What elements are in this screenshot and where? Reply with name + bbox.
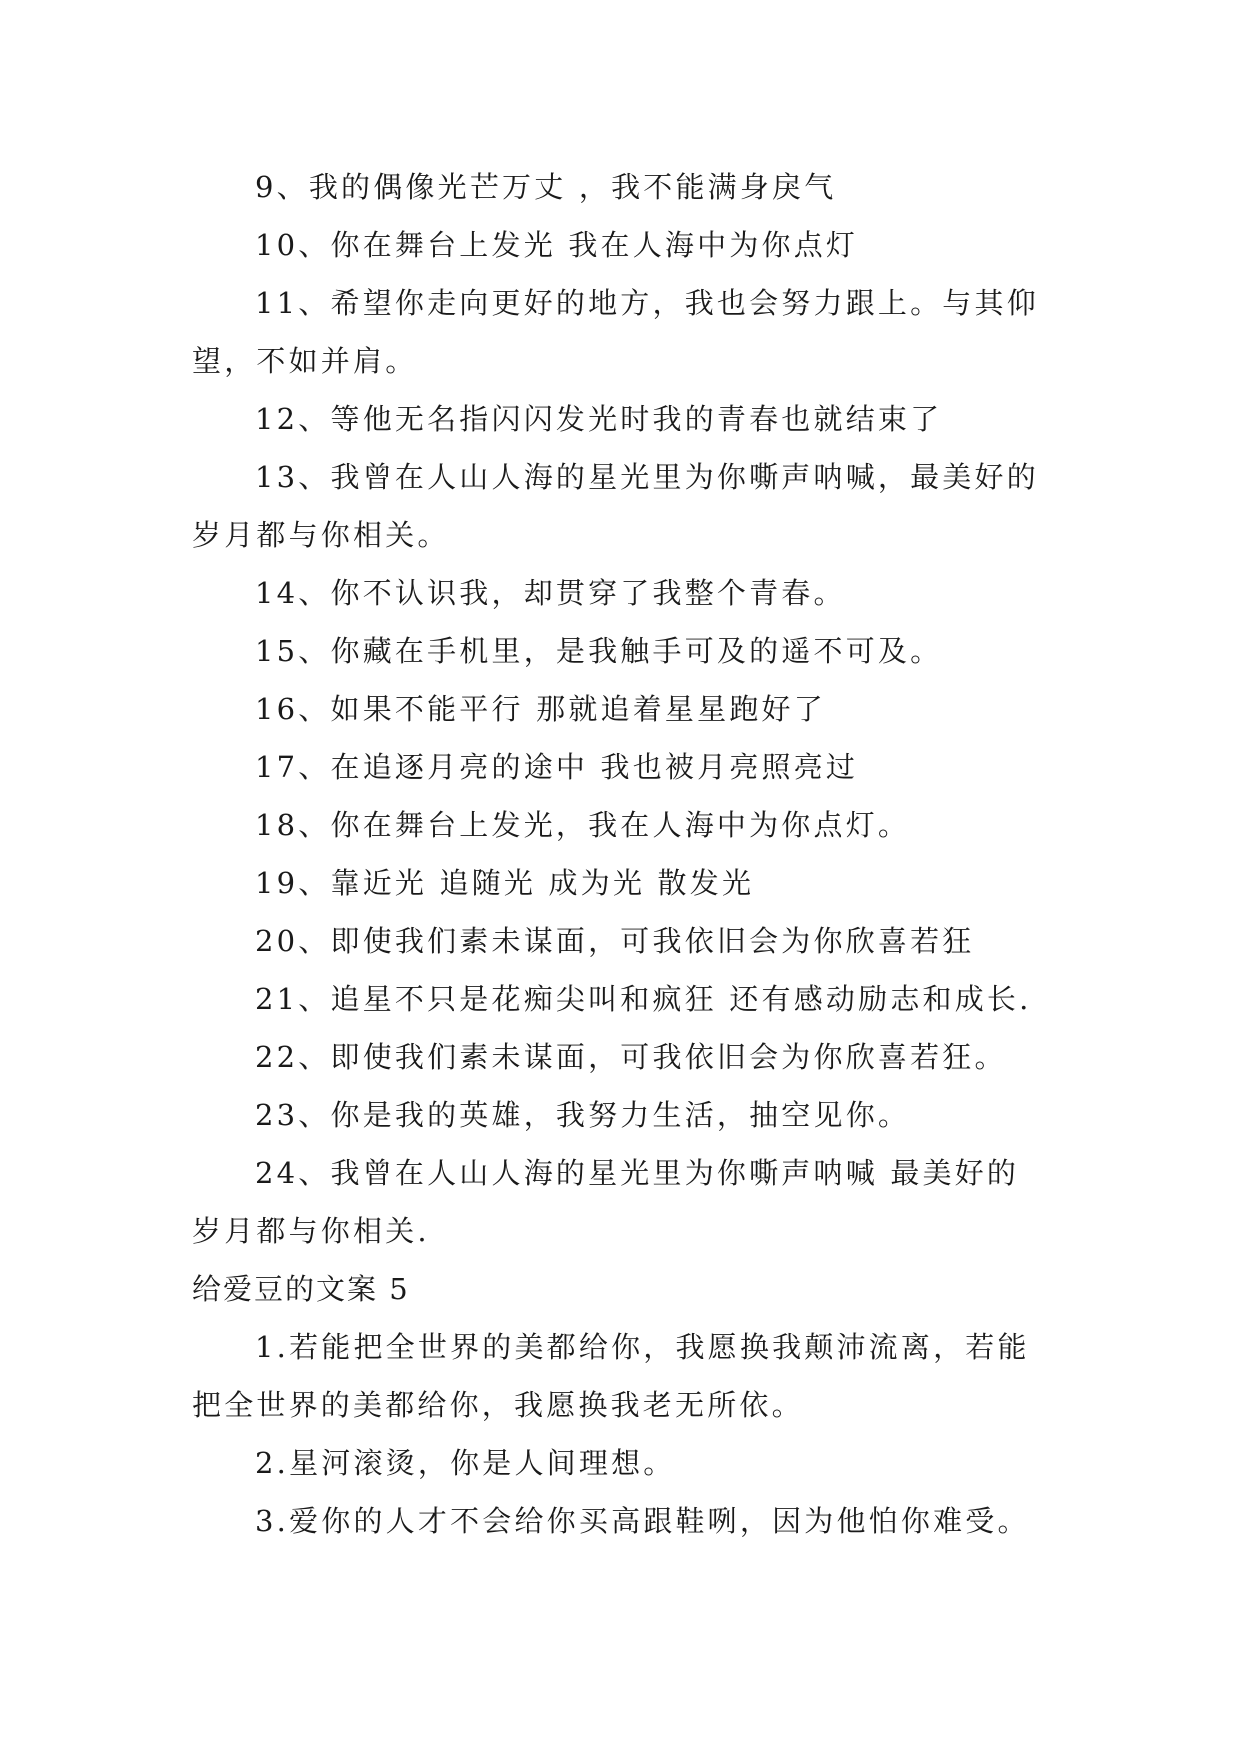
- paragraph-line: 19、靠近光 追随光 成为光 散发光: [255, 866, 755, 900]
- paragraph-line: 20、即使我们素未谋面，可我依旧会为你欣喜若狂: [255, 924, 975, 958]
- paragraph-line: 1.若能把全世界的美都给你，我愿换我颠沛流离，若能: [255, 1330, 1030, 1364]
- paragraph-continuation: 把全世界的美都给你，我愿换我老无所依。: [192, 1388, 804, 1422]
- paragraph-line: 10、你在舞台上发光 我在人海中为你点灯: [255, 228, 859, 262]
- list-item: [192, 1144, 1072, 1260]
- list-item: [192, 1492, 1072, 1550]
- list-item: [192, 1318, 1072, 1434]
- paragraph-line: 23、你是我的英雄，我努力生活，抽空见你。: [255, 1098, 911, 1132]
- paragraph-line: 12、等他无名指闪闪发光时我的青春也就结束了: [255, 402, 943, 436]
- list-item: [192, 158, 1072, 216]
- paragraph-continuation: 岁月都与你相关。: [192, 518, 450, 552]
- paragraph-line: 24、我曾在人山人海的星光里为你嘶声呐喊 最美好的: [255, 1156, 1020, 1190]
- paragraph-line: 14、你不认识我，却贯穿了我整个青春。: [255, 576, 846, 610]
- section-heading: 给爱豆的文案 5: [192, 1272, 410, 1306]
- list-item: [192, 680, 1072, 738]
- paragraph-line: 9、我的偶像光芒万丈 ，我不能满身戾气: [255, 170, 837, 204]
- paragraph-line: 21、追星不只是花痴尖叫和疯狂 还有感动励志和成长.: [255, 982, 1032, 1016]
- list-item: [192, 796, 1072, 854]
- list-item: [192, 622, 1072, 680]
- list-item: [192, 1086, 1072, 1144]
- paragraph-line: 16、如果不能平行 那就追着星星跑好了: [255, 692, 826, 726]
- paragraph-line: 11、希望你走向更好的地方，我也会努力跟上。与其仰: [255, 286, 1039, 320]
- list-item: [192, 274, 1072, 390]
- list-item: [192, 738, 1072, 796]
- paragraph-line: 3.爱你的人才不会给你买高跟鞋咧，因为他怕你难受。: [255, 1504, 1030, 1538]
- paragraph-line: 17、在追逐月亮的途中 我也被月亮照亮过: [255, 750, 859, 784]
- paragraph-line: 2.星河滚烫，你是人间理想。: [255, 1446, 676, 1480]
- paragraph-continuation: 岁月都与你相关.: [192, 1214, 430, 1248]
- list-item: [192, 448, 1072, 564]
- paragraph-line: 22、即使我们素未谋面，可我依旧会为你欣喜若狂。: [255, 1040, 1007, 1074]
- document-body: [192, 158, 1072, 1550]
- paragraph-line: 13、我曾在人山人海的星光里为你嘶声呐喊，最美好的: [255, 460, 1039, 494]
- list-item: [192, 1028, 1072, 1086]
- list-item: [192, 912, 1072, 970]
- list-item: [192, 854, 1072, 912]
- paragraph-line: 15、你藏在手机里，是我触手可及的遥不可及。: [255, 634, 943, 668]
- paragraph-continuation: 望，不如并肩。: [192, 344, 418, 378]
- list-item: [192, 216, 1072, 274]
- list-item: [192, 390, 1072, 448]
- list-item: [192, 564, 1072, 622]
- list-item: [192, 970, 1072, 1028]
- list-item: [192, 1434, 1072, 1492]
- paragraph-line: 18、你在舞台上发光，我在人海中为你点灯。: [255, 808, 911, 842]
